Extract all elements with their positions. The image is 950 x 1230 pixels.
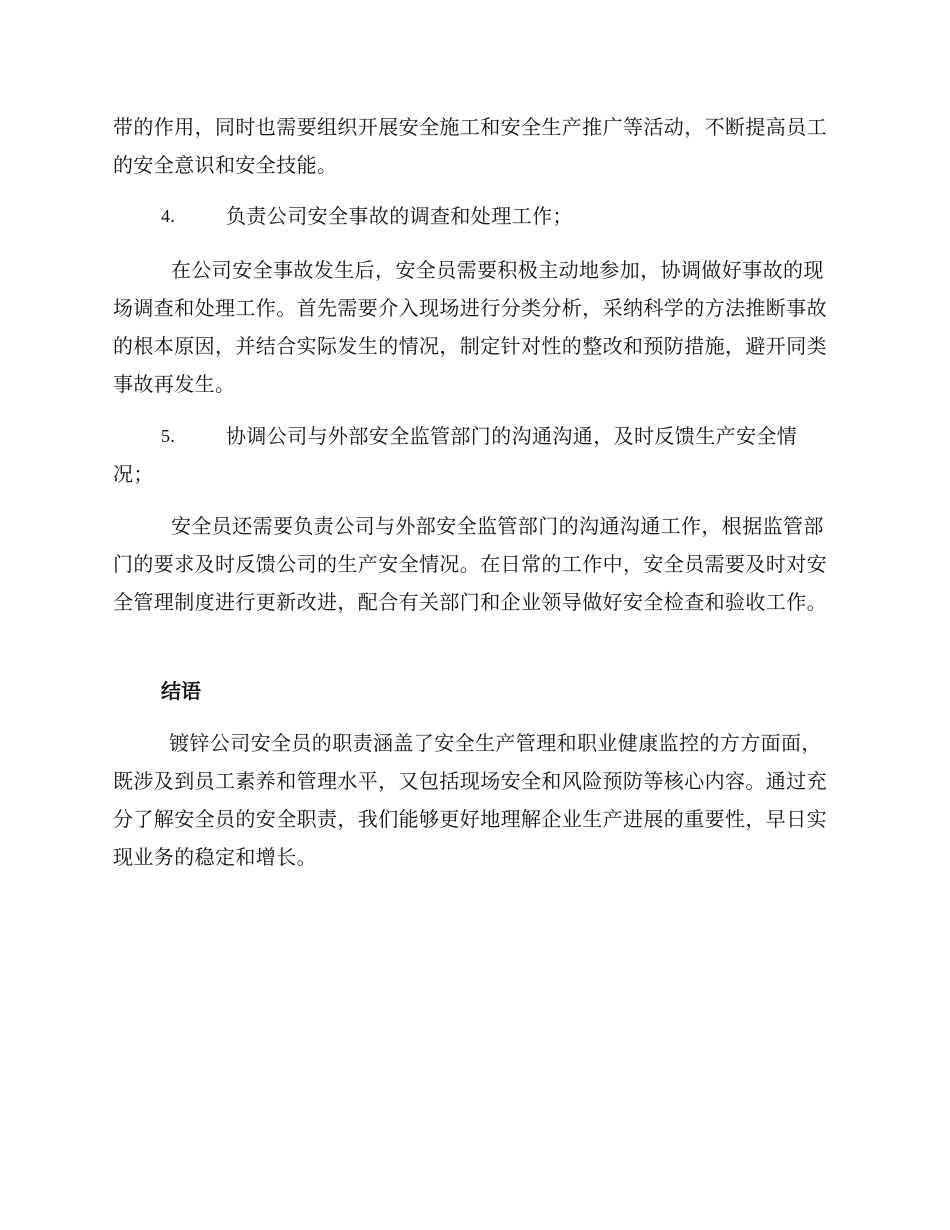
- paragraph-continued: 带的作用，同时也需要组织开展安全施工和安全生产推广等活动，不断提高员工的安全意识和安全技能。: [113, 115, 827, 177]
- paragraph-external-coordination: 安全员还需要负责公司与外部安全监管部门的沟通沟通工作，根据监管部门的要求及时反馈公司的生产安全情况。在日常的工作中，安全员需要及时对安全管理制度进行更新改进，配合有关部门和企业领导做好安全检查和验收工作。: [113, 514, 827, 614]
- list-item-5: [113, 417, 835, 493]
- list-number: 4.: [161, 206, 176, 226]
- section-heading-conclusion: 结语: [161, 679, 201, 703]
- list-item-text: 负责公司安全事故的调查和处理工作；: [226, 204, 573, 228]
- paragraph-conclusion: 镀锌公司安全员的职责涵盖了安全生产管理和职业健康监控的方方面面，既涉及到员工素养和管理水平，又包括现场安全和风险预防等核心内容。通过充分了解安全员的安全职责，我们能够更好地理解企业生产进展的重要性，早日实现业务的稳定和增长。: [113, 731, 827, 869]
- paragraph-accident-investigation: 在公司安全事故发生后，安全员需要积极主动地参加，协调做好事故的现场调查和处理工作。首先需要介入现场进行分类分析，采纳科学的方法推断事故的根本原因，并结合实际发生的情况，制定针对性的整改和预防措施，避开同类事故再发生。: [113, 258, 827, 396]
- list-item-4: [113, 197, 835, 235]
- list-item-text: 协调公司与外部安全监管部门的沟通沟通，及时反馈生产安全情况；: [113, 424, 798, 486]
- list-number: 5.: [161, 426, 176, 446]
